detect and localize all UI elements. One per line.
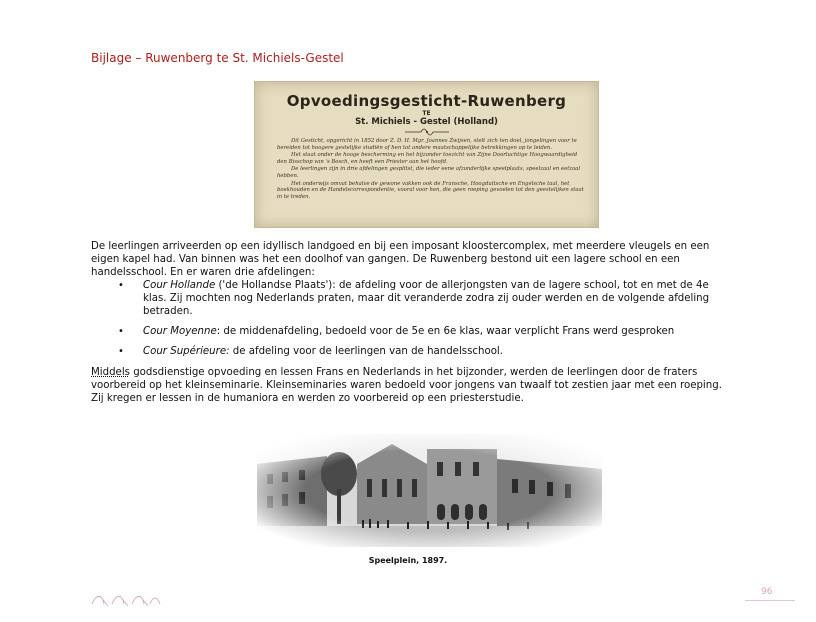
scan-place: St. Michiels - Gestel (Holland) bbox=[355, 117, 498, 127]
list-item bbox=[91, 325, 731, 338]
page-number-rule bbox=[745, 600, 795, 601]
scan-title: Opvoedingsgesticht-Ruwenberg bbox=[286, 92, 567, 110]
page-number: 96 bbox=[761, 587, 773, 597]
scan-paragraph: Het staat onder de hooge bescherming en het bijzonder toezicht van Zijne Doorluchtige Hoogwaardigheid den Bisschop van 's Bosch, en heeft een Priester aan het hoofd. bbox=[277, 152, 578, 165]
scan-te: TE bbox=[422, 110, 431, 117]
list-item bbox=[91, 345, 731, 358]
department-term: Cour Supérieure: bbox=[143, 346, 230, 357]
department-term: Cour Moyenne bbox=[143, 326, 217, 337]
intro-paragraph: De leerlingen arriveerden op een idyllisch landgoed en bij een imposant kloostercomplex, met meerdere vleugels en een eigen kapel had. Van binnen was het een doolhof van gangen. De Ruwenberg bestond uit een lagere school en een handelsschool. En er waren drie afdelingen: bbox=[91, 241, 710, 278]
department-description: ('de Hollandse Plaats'): de afdeling voor de allerjongsten van de lagere school, tot en met de 4e klas. Zij mochten nog Nederlands praten, maar dit veranderde zodra zij ouder werden en de volgende afdeling betraden. bbox=[143, 280, 710, 317]
departments-list bbox=[91, 279, 731, 365]
middels-paragraph bbox=[91, 366, 731, 405]
middels-first-word: Middels bbox=[91, 367, 130, 378]
page-heading: Bijlage – Ruwenberg te St. Michiels-Gestel bbox=[91, 51, 344, 65]
scan-paragraph: De leerlingen zijn in drie afdelingen gesplitst, die ieder eene afzonderlijke speelplaats, speelzaal en eetzaal hebben. bbox=[277, 166, 581, 179]
department-term: Cour Hollande bbox=[143, 280, 216, 291]
department-description: : de middenafdeling, bedoeld voor de 5e en 6e klas, waar verplicht Frans werd gesproken bbox=[216, 326, 675, 337]
department-description: de afdeling voor de leerlingen van de handelsschool. bbox=[229, 346, 503, 357]
bullet-icon: • bbox=[118, 346, 124, 357]
footer-logo-icon bbox=[90, 592, 162, 608]
bullet-icon: • bbox=[118, 326, 124, 337]
prospectus-scan bbox=[254, 81, 599, 228]
scan-paragraph: Dit Gesticht, opgericht in 1852 door Z. D. H. Mgr. Joannes Zwijsen, stelt zich ten doel, jongelingen voor te bereiden tot hoogere gestelijke studiën of hen tot andere maatschappelijke betrekkingen op te leiden. bbox=[277, 138, 577, 151]
scan-paragraph: Het onderwijs omvat behalve de gewone vakken ook de Fransche, Hoogduitsche en Engelsche taal, het boekhouden en de Handelscorrespondentie, vooral voor hen, die geen roeping gevoelen tot den geestelijken staat in te treden. bbox=[277, 180, 584, 200]
scan-body bbox=[277, 138, 584, 201]
playground-photo bbox=[257, 434, 602, 547]
photo-caption: Speelplein, 1897. bbox=[368, 556, 448, 565]
ornament-icon bbox=[405, 128, 449, 136]
bullet-icon: • bbox=[118, 280, 124, 291]
list-item bbox=[91, 279, 731, 318]
middels-rest: godsdienstige opvoeding en lessen Frans en Nederlands in het bijzonder, werden de leerlingen door de fraters voorbereid op het kleinseminarie. Kleinseminaries waren bedoeld voor jongens van twaalf tot zestien jaar met een roeping. Zij kregen er lessen in de humaniora en werden zo voorbereid op een priesterstudie. bbox=[91, 367, 722, 404]
